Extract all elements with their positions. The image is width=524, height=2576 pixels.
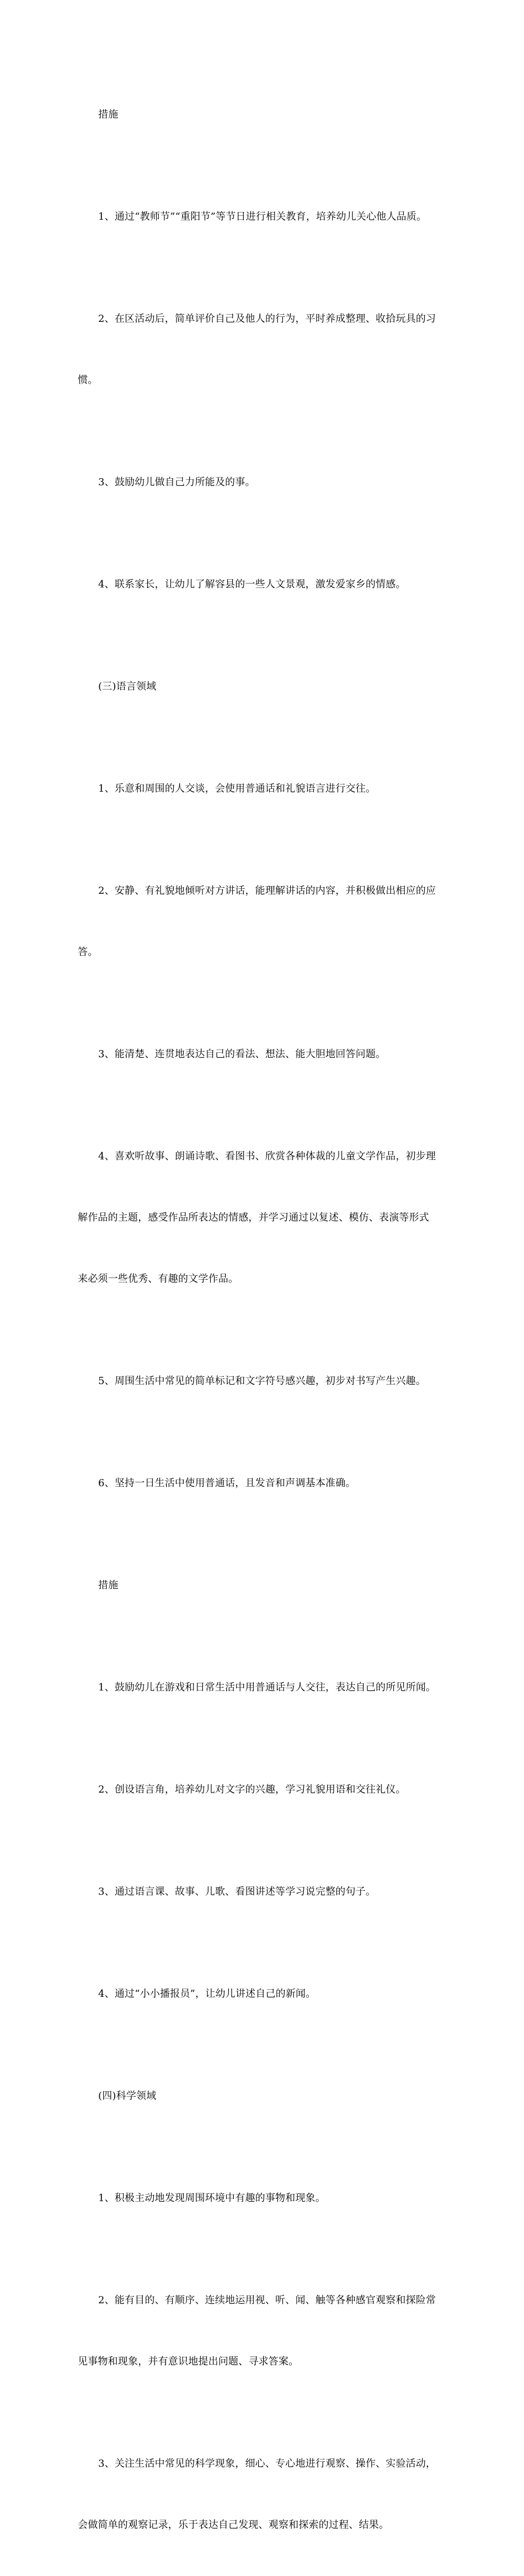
text-line: 3、能清楚、连贯地表达自己的看法、想法、能大胆地回答问题。 <box>98 1048 386 1060</box>
paragraph <box>78 1003 453 1105</box>
text-line: 6、坚持一日生活中使用普通话，且发音和声调基本准确。 <box>98 1477 356 1489</box>
text-line: 1、积极主动地发现周围环境中有趣的事物和现象。 <box>98 2192 326 2204</box>
text-line: 4、通过“小小播报员”，让幼儿讲述自己的新闻。 <box>98 1988 316 2000</box>
text-line: 会做简单的观察记录，乐于表达自己发现、观察和探索的过程、结果。 <box>78 2519 389 2531</box>
text-line: 1、鼓励幼儿在游戏和日常生活中用普通话与人交往，表达自己的所见所闻。 <box>98 1682 436 1693</box>
section-heading-language <box>78 635 453 738</box>
heading-measures-1 <box>78 63 453 166</box>
section-heading-science <box>78 2045 453 2147</box>
document-body <box>78 63 453 2576</box>
text-line: 2、安静、有礼貌地倾听对方讲话，能理解讲话的内容，并积极做出相应的应 <box>98 885 436 897</box>
text-line: 4、喜欢听故事、朗诵诗歌、看图书、欣赏各种体裁的儿童文学作品，初步理 <box>98 1151 436 1162</box>
paragraph <box>78 2413 453 2576</box>
text-line: 1、通过“教师节”“重阳节”等节日进行相关教育，培养幼儿关心他人品质。 <box>98 211 427 222</box>
text-line: 3、通过语言课、故事、儿歌、看图讲述等学习说完整的句子。 <box>98 1886 376 1897</box>
paragraph <box>78 166 453 268</box>
text-line: 4、联系家长，让幼儿了解容县的一些人文景观，激发爱家乡的情感。 <box>98 579 406 590</box>
text-line: 3、鼓励幼儿做自己力所能及的事。 <box>98 476 255 488</box>
text-line: 2、创设语言角，培养幼儿对文字的兴趣，学习礼貌用语和交往礼仪。 <box>98 1784 406 1795</box>
heading-measures-2 <box>78 1534 453 1636</box>
paragraph <box>78 1330 453 1432</box>
text-line: 答。 <box>78 946 98 958</box>
text-line: 措施 <box>98 109 119 120</box>
text-line: 解作品的主题，感受作品所表达的情感，并学习通过以复述、模仿、表演等形式 <box>78 1212 429 1223</box>
paragraph <box>78 1738 453 1841</box>
text-line: 3、关注生活中常见的科学现象，细心、专心地进行观察、操作、实验活动， <box>98 2458 436 2469</box>
paragraph <box>78 1943 453 2045</box>
text-line: 见事物和现象，并有意识地提出问题、寻求答案。 <box>78 2356 299 2367</box>
paragraph <box>78 1636 453 1738</box>
paragraph <box>78 738 453 840</box>
paragraph <box>78 533 453 635</box>
paragraph <box>78 1105 453 1330</box>
paragraph <box>78 2147 453 2249</box>
paragraph <box>78 431 453 533</box>
text-line: 5、周围生活中常见的简单标记和文字符号感兴趣，初步对书写产生兴趣。 <box>98 1375 426 1387</box>
text-line: 2、能有目的、有顺序、连续地运用视、听、闻、触等各种感官观察和探险常 <box>98 2294 436 2306</box>
text-line: 措施 <box>98 1579 119 1591</box>
text-line: 惯。 <box>78 374 98 386</box>
paragraph <box>78 1841 453 1943</box>
text-line: 2、在区活动后，简单评价自己及他人的行为，平时养成整理、收拾玩具的习 <box>98 313 436 325</box>
text-line: 1、乐意和周围的人交谈，会使用普通话和礼貌语言进行交往。 <box>98 783 376 794</box>
paragraph <box>78 2249 453 2413</box>
text-line: 来必须一些优秀、有趣的文学作品。 <box>78 1273 239 1285</box>
text-line: (四)科学领域 <box>98 2090 157 2102</box>
paragraph <box>78 1432 453 1534</box>
text-line: (三)语言领域 <box>98 681 157 692</box>
paragraph <box>78 840 453 1003</box>
paragraph <box>78 268 453 431</box>
